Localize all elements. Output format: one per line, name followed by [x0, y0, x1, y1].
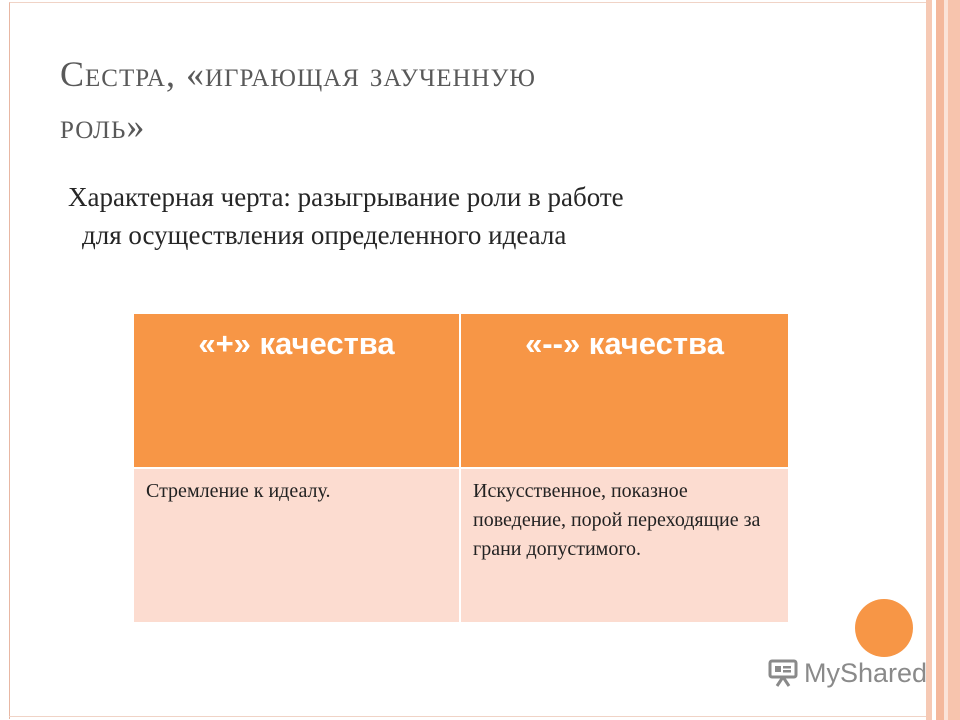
slide-title-line-1: Сестра, «играющая заученную — [60, 54, 537, 94]
slide-title-line-2: роль» — [60, 106, 146, 146]
slide-title — [60, 48, 880, 152]
watermark-logo — [768, 656, 927, 690]
table-row — [134, 468, 788, 622]
qualities-table — [134, 314, 788, 622]
negative-qualities-header: «--» качества — [460, 314, 788, 468]
positive-qualities-header: «+» качества — [134, 314, 460, 468]
slide-frame-bottom — [9, 716, 929, 717]
table-header-row — [134, 314, 788, 468]
slide-subtitle — [68, 178, 868, 254]
watermark-text: MyShared — [804, 657, 928, 688]
decorative-stripes — [926, 0, 960, 720]
subtitle-line-2: для осуществления определенного идеала — [82, 220, 567, 250]
presentation-board-icon — [768, 658, 800, 688]
positive-quality-cell: Стремление к идеалу. — [134, 468, 460, 622]
negative-quality-cell: Искусственное, показное поведение, порой переходящие за грани допустимого. — [460, 468, 788, 622]
decorative-circle — [855, 599, 913, 657]
subtitle-line-1: Характерная черта: разыгрывание роли в работе — [68, 182, 624, 212]
